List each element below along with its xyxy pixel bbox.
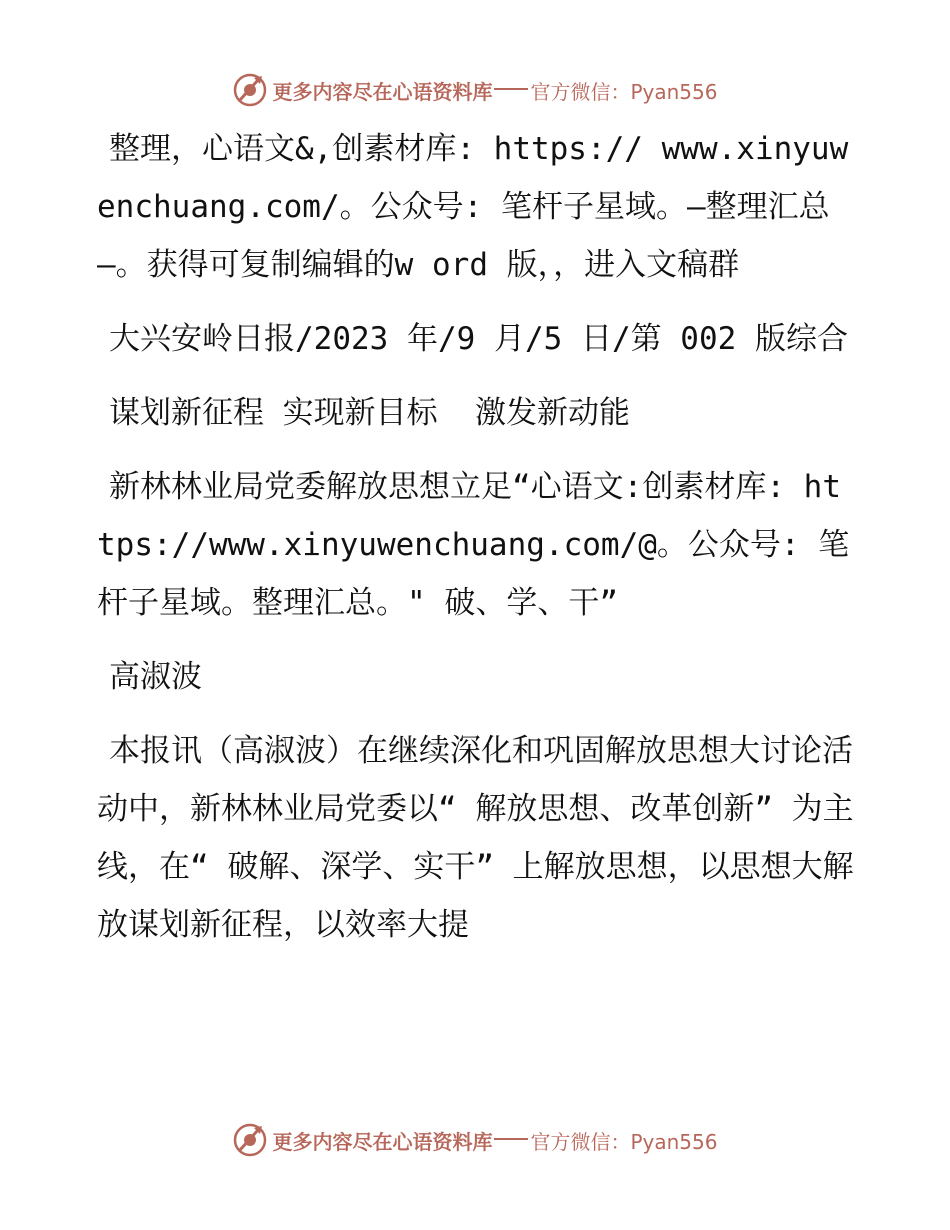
banner-title: 更多内容尽在心语资料库 — [272, 1129, 493, 1154]
paragraph-publication-info: 大兴安岭日报/2023 年/9 月/5 日/第 002 版综合 — [109, 321, 848, 357]
paragraph-headline: 谋划新征程 实现新目标 激发新动能 — [109, 395, 630, 431]
header-banner — [0, 70, 950, 110]
banner-title: 更多内容尽在心语资料库 — [272, 79, 493, 104]
paragraph-subheadline: 新林林业局党委解放思想立足“心语文:创素材库: https://www.xinyuwenchuang.com/@。公众号: 笔杆子星域。整理汇总。" 破、学、干” — [97, 469, 850, 621]
footer-banner — [0, 1120, 950, 1160]
paragraph-source-note: 整理，心语文&,创素材库: https:// www.xinyuwenchuang.com/。公众号: 笔杆子星域。—整理汇总—。获得可复制编辑的w ord 版，，进入文稿群 — [97, 131, 849, 283]
banner-dash — [494, 88, 528, 90]
brand-logo-icon — [232, 72, 268, 108]
banner-dash — [494, 1138, 528, 1140]
banner-wechat: 官方微信：Pyan556 — [530, 79, 718, 104]
document-body — [97, 120, 857, 970]
paragraph-body: 本报讯（高淑波）在继续深化和巩固解放思想大讨论活动中，新林林业局党委以“ 解放思想、改革创新” 为主线，在“ 破解、深学、实干” 上解放思想，以思想大解放谋划新征程，以效率大提 — [97, 733, 854, 943]
paragraph-author: 高淑波 — [109, 659, 202, 695]
brand-logo-icon — [232, 1122, 268, 1158]
banner-wechat: 官方微信：Pyan556 — [530, 1129, 718, 1154]
